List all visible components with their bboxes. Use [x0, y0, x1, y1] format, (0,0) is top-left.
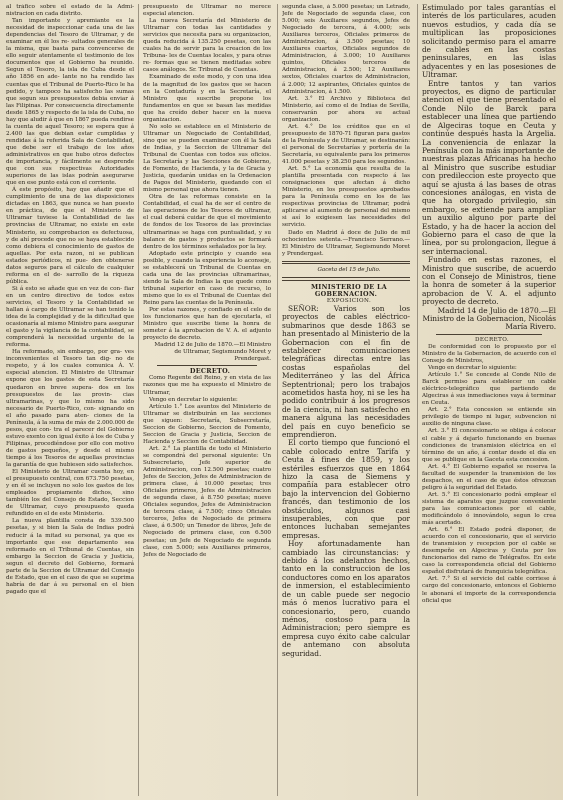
paragraph: Examinado de este modo, y con una idea de la magnitud de los gastos que se hacen en la Contaduría y en la Secretaría, el Ministro que suscribe propone los fundamentos en que se basan las medidas que ha creído deber hacer en la nueva organizacion.	[143, 74, 271, 123]
paragraph: SEÑOR: Varios son los proyectos de cables eléctrico-submarinos que desde 1863 se han presentado al Ministerio de la Gobernacion con el fin de establecer comunicaciones telegráficas directas entre las costas españolas del Mediterráneo y las del África Septentrional; pero los trabajos acometidos hasta hoy, ni se les ha podido contribuir á los progresos de la ciencia, ni han satisfecho en manera alguna las necesidades del país en cuyo beneficio se emprendieron.	[282, 303, 410, 439]
paragraph: El Ministerio de Ultramar cuenta hoy, en el presupuesto central, con 673.750 pesetas, y en él se incluyen no solo los gastos de los empleados propiamente dichos, sino también los del Consejo de Estado, Seccion de Ultramar, cuyo presupuesto queda refundido en el de este Ministerio.	[6, 469, 134, 518]
section-heading: DECRETO.	[474, 336, 510, 343]
paragraph: Art. 7.° Si el servicio del cable corriese á cargo del concesionario, entonces el Gobierno le abonará el importe de la correspondencia oficial que	[422, 576, 556, 604]
paragraph: Art. 6.° El Estado podrá disponer, de acuerdo con el concesionario, que el servicio de transmision y recepcion por el cable se desempeñe en Algeciras y Ceuta por los funcionarios del ramo de Telégrafos. En este caso la correspondencia oficial del Gobierno español disfrutará de franquicia telegráfica.	[422, 527, 556, 576]
column-divider	[417, 4, 418, 796]
paragraph: Ha reformado, sin embargo, por gra- ves inconvenientes el Tesoro tan dig- no de respeto, y á los cuales comunica Á. V. especial atencion. El Ministro de Ultramar expone que los gastos de esta Secretaría quedaron en breve supera- dos en los presupuestos de las provin- cias ultramarinas, y que lo mismo ha sido necesario de Puerto-Rico, con- signando en el año pasado para aten- ciones de la Península, á la suma de más de 2.000.000 de pesos, que con- tra el parecer del Gobierno estuvo exento con igual éxito á los de Cuba y Filipinas, procediéndose por ello con motivo de gastos pequeños, y desde el mismo tiempo á los Tesoros de aquellas provincias la garantía de que hubiesen sido satisfechos.	[6, 349, 134, 469]
column-divider	[138, 4, 139, 796]
paragraph: Si á esto se añade que en vez de con- fiar en un centro directivo de todos estos servicios, el Tesoro y la Contabilidad se hallan á cargo de Ultramar se han tenido la idea de la complejidad y de la dificultad que ocasionaría al mismo Ministro para asegurar el gasto y la vigilancia de la contabilidad, se comprenderá la necesidad urgente de la reforma.	[6, 285, 134, 349]
paragraph: El corto tiempo que funcionó el cable colocado entre Tarifa y Ceuta á fines de 1859, y los estériles esfuerzos que en 1864 hizo la casa de Siemens y compañía para establecer otro bajo la intervencion del Gobierno francés, dan testimonio de los obstáculos, algunos casi insuperables, con que por entonces luchaban semejantes empresas.	[282, 438, 410, 540]
paragraph: Art. 4.° El Gobierno español se reserva la facultad de suspender la transmision de los despachos, en el caso de que éstos ofrezcan peligro á la seguridad del Estado.	[422, 463, 556, 491]
ministry-heading: MINISTERIO DE LA GOBERNACION.	[310, 282, 388, 298]
section-heading: DECRETO.	[189, 367, 231, 376]
signature: Madrid 14 de Julio de 1870.—El Ministro de la Gobernacion, Nicolás María Rivero.	[422, 305, 556, 332]
gazette-date: Gaceta del 15 de Julio.	[317, 267, 381, 274]
paragraph: Estimulado por tales garantías el interés de los particulares, acuden nuevos estudios, y cada día se multiplican las proposiciones solicitando permiso para el amarre de cables en las costas peninsulares, en las islas adyacentes y en las posesiones de Ultramar.	[422, 4, 556, 80]
paragraph: Fundado en estas razones, el Ministro que suscribe, de acuerdo con el Consejo de Ministros, tiene la honra de someter á la superior aprobacion de V. A. el adjunto proyecto de decreto.	[422, 255, 556, 307]
paragraph: Art. 5.° La economía que resulta de la plantilla presentada con respecto á las consignaciones que afectan á dicho Ministerio, en los presupuestos aprobados para la Península como en los de las respectivas provincias de Ultramar, podrá aplicarse al aumento de personal del mismo si así lo exigiesen las necesidades del servicio.	[282, 166, 410, 229]
paragraph: Artículo 1.° Los asuntos del Ministerio de Ultramar se distribuirán en las secciones que siguen: Secretaría, Subsecretaría, Seccion de Gobierno, Seccion de Fomento, Seccion de Gracia y Justicia, Seccion de Hacienda y Seccion de Contabilidad.	[143, 403, 271, 445]
column-4	[422, 4, 556, 798]
divider	[157, 365, 257, 366]
paragraph: Art. 2.° Esta concesion se entiende sin privilegio de tiempo ni lugar, subvencion ni auxilio de ninguna clase.	[422, 407, 556, 428]
paragraph: presupuesto de Ultramar no merece especial atencion.	[143, 4, 271, 18]
paragraph: Art. 3.° El Archivo y Biblioteca del Ministerio, así como el de Indias de Sevilla, conservarán por ahora su actual organizacion.	[282, 95, 410, 123]
paragraph: segunda clase, á 5.000 pesetas; un Letrado, Jefe de Negociado de segunda clase, con 5.000; seis Auxiliares segundos, Jefes de Negociado de tercera, á 4.000; seis Auxiliares terceros, Oficiales primeros de Administracion, á 3.500 pesetas; 10 Auxiliares cuartos, Oficiales segundos de Administracion, á 3.000; 10 Auxiliares quintos, Oficiales terceros de Administracion, á 2.500; 12 Auxiliares sextos, Oficiales cuartos de Administracion, á 2.000; 12 aspirantes, Oficiales quintos de Administracion, á 1.500.	[282, 4, 410, 95]
column-divider	[277, 4, 278, 796]
paragraph: Tan importante y apremiante es la necesidad de inspeccionar cada una de las dependencias del Tesoro de Ultramar, y de examinar en él los re- sultados generales de la misma, que basta para convencerse de ello seguir atentamente el testimonio de los documentos que el Gobierno ha reunido. Segun el Tesoro, la isla de Cuba desde el año 1856 en ade- lante no ha rendido las cuentas que el Tribunal de Puerto-Rico le ha pedido, y tampoco ha satisfecho las sumas que segun sus presupuestos debia enviar á las Filipinas. Por consecuencia directamente desde 1865 y respecto de la isla de Cuba, no hay que aludir á que en 1867 pueda rendirse la cuenta de aquel Tesoro; se espera que á 2.400 las que debian estar cumplidas y rendidas á la referida Sala de Contabilidad, que debe ser el trabajo de los años administrativos en que hubo otros defectos de importancia, y fácilmente se desprende que con sus respectivas Autoridades superiores de las islas podrán asegurarse que en ese punto está con el corriente.	[6, 18, 134, 187]
paragraph: Vengo en decretar lo siguiente:	[428, 365, 517, 372]
column-1	[6, 4, 134, 798]
paragraph: Art. 2.° La plantilla de todo el Ministerio se compondrá del personal siguiente: Un Subsecretario, Jefe superior de Administracion, con 12.500 pesetas; cuatro Jefes de Seccion, Jefes de Administracion de primera clase, á 10.000 pesetas; tres Oficiales primeros, Jefes de Administracion de segunda clase, á 8.750 pesetas; nueve Oficiales segundos, Jefes de Administracion de tercera clase, á 7.500; cinco Oficiales terceros, Jefes de Negociado de primera clase, á 6.500; un Tenedor de libros, Jefe de Negociado de primera clase, con 6.500 pesetas; un Jefe de Negociado de segunda clase, con 5.000; seis Auxiliares primeros, Jefes de Negociado de	[143, 445, 271, 558]
signature: Madrid 12 de Julio de 1870.—El Ministro de Ultramar, Segismundo Moret y Prendergast.	[154, 342, 271, 363]
paragraph: Adoptado este principio y cuando sea posible, y cuando la experiencia lo aconseje, se establecerá un Tribunal de Cuentas en cada una de las provincias ultramarinas, siendo la Sala de Indias la que quede como tribunal superior en caso de recurso, lo mismo que lo es el Tribunal de Cuentas del Reino para las cuentas de la Península.	[143, 250, 271, 306]
paragraph: Por estas razones, y confiado en el celo de los funcionarios que han de ejecutarla, el Ministro que suscribe tiene la honra de someter á la aprobacion de V. A. el adjunto proyecto de decreto.	[143, 307, 271, 342]
column-2	[143, 4, 271, 798]
column-3	[282, 4, 410, 798]
paragraph: Dado en Madrid á doce de Julio de mil ochocientos setenta.—Francisco Serrano.—El Ministro de Ultramar, Segismundo Moret y Prendergast.	[282, 229, 410, 257]
paragraph: La nueva plantilla consta de 539.500 pesetas, y si bien la Sala de Indias podrá reducir á la mitad su personal, ya que es importante que ese departamento sea reformado en el Tribunal de Cuentas, sin embargo la Seccion de Gracia y Justicia, segun el decreto del Gobierno, formará parte de la Seccion de Ultramar del Consejo de Estado, que en el caso de que se suprima habría de dar á su personal en el bien pagado que el	[6, 518, 134, 595]
paragraph: Artículo 1.° Se concede al Conde Nilo de Barck permiso para establecer un cable eléctrico-telegráfico que partiendo de Algeciras á sus inmediaciones vaya á terminar en Ceuta.	[422, 372, 556, 407]
paragraph: La nueva Secretaría del Ministerio de Ultramar con todas las cantidades y servicios que necesita para su organizacion, queda reducida á 135.250 pesetas, con las cuales ha de servir para la creacion de los Tribuna- les de Cuentas locales, y para otras re- formas que se tienen meditadas sobre casos análogos. Sr. Tribunal de Cuentas.	[143, 18, 271, 74]
paragraph: Entre tantos y tan varios proyectos, es digno de particular atencion el que tiene presentado el Conde Nilo de Barck para establecer una línea que partiendo de Algeciras toque en Ceuta y continúe después hasta la Argelia. La conveniencia de enlazar la Península con la más importante de nuestras plazas Africanas ha hecho al Ministro que suscribe estudiar con predileccion este proyecto que aquí se ajusta á las bases de otras concesiones análogas, en vista de que ha otorgado privilegio, sin embargo, se extiende para ampliar un auxilio alguno por parte del Estado, y ha de hacer la accion del Gobierno para el caso de que la línea, por su prolongacion, llegue á ser internacional.	[422, 78, 556, 256]
paragraph: No solo se establece en el Ministerio de Ultramar un Negociado de Contabilidad, sino que se pueden examinar con él la Sala de Indias, y la Seccion de Ultramar del Tribunal de Cuentas con todos sus oficios. La Secretaría y las Secciones de Gobierno, de Fomento, de Hacienda, y la de Gracia y Justicia, quedarán unidas en la Ordenacion de Pagos del Ministerio, quedando con el mismo personal que ahora tienen.	[143, 123, 271, 194]
paragraph: al tráfico sobre el estado de la Admi- nistracion en cada distrito.	[6, 4, 134, 18]
paragraph: Art. 3.° El concesionario se obliga á colocar el cable y á dejarlo funcionando en buenas condiciones de transmision eléctrica en el término de un año, á contar desde el día en que se publique en la Gaceta esta concesion.	[422, 428, 556, 463]
paragraph: Art. 5.° El concesionario podrá emplear el sistema de aparatos que juzgue conveniente para las comunicaciones por el cable, modificándolo ó innovándolo, segun lo crea más acertado.	[422, 491, 556, 527]
paragraph: Art. 4.° De los créditos que en el presupuesto de 1870-71 figuran para gastos de la Península y de Ultramar, se destinarán: el personal de Secretarías y portería de la Secretaría, su equivalente para los primeros 41.000 pesetas y 38.250 para los segundos.	[282, 123, 410, 166]
divider	[282, 277, 410, 281]
paragraph: Hoy afortunadamente han cambiado las circunstancias: y debido á los adelantos hechos, tanto en la construccion de los conductores como en los aparatos de inmersion, el establecimiento de un cable puede ser negocio más ó menos lucrativo para el concesionario, pero, cuando ménos, costoso para la Administracion; pero siempre es empresa cuyo éxito cabe calcular de antemano con absoluta seguridad.	[282, 539, 410, 658]
paragraph: De conformidad con lo propuesto por el Ministro de la Gobernacion, de acuerdo con el Consejo de Ministros,	[422, 343, 556, 364]
paragraph: Como Regente del Reino, y en vista de las razones que me ha expuesto el Ministro de Ultramar,	[143, 375, 271, 396]
paragraph: Otra de las reformas consiste en la Contabilidad, el cual ha de ser el centro de las operaciones de los Tesoros de ultramar, el cual deberá cuidar de que el movimiento de fondos de los Tesoros de las provincias ultramarinas se haga con puntualidad, y su balance de gastos y productos se formará dentro de los términos señalados por la ley.	[143, 194, 271, 250]
divider	[436, 334, 542, 335]
paragraph: Vengo en decretar lo siguiente:	[149, 396, 238, 403]
paragraph: Á este propósito, hay que añadir que el cumplimiento de una de las disposiciones dictadas en 1863, que nunca se han puesto en práctica, de que el Ministerio de Ultramar tuviese la Contabilidad de las provincias de Ultramar, no existe en este Ministerio, su comprobacion es defectuosa, y de ahí procede que no se haya establecido como debiera el conocimiento de gastos de aquellas. Por esta razon, ni se publican estados periódicos, ni pue- den obtenerse datos seguros para el cálculo de cualquier reforma en el de- sarrollo de la riqueza pública.	[6, 187, 134, 285]
section-heading: EXPOSICION.	[326, 297, 372, 304]
divider	[282, 261, 410, 265]
